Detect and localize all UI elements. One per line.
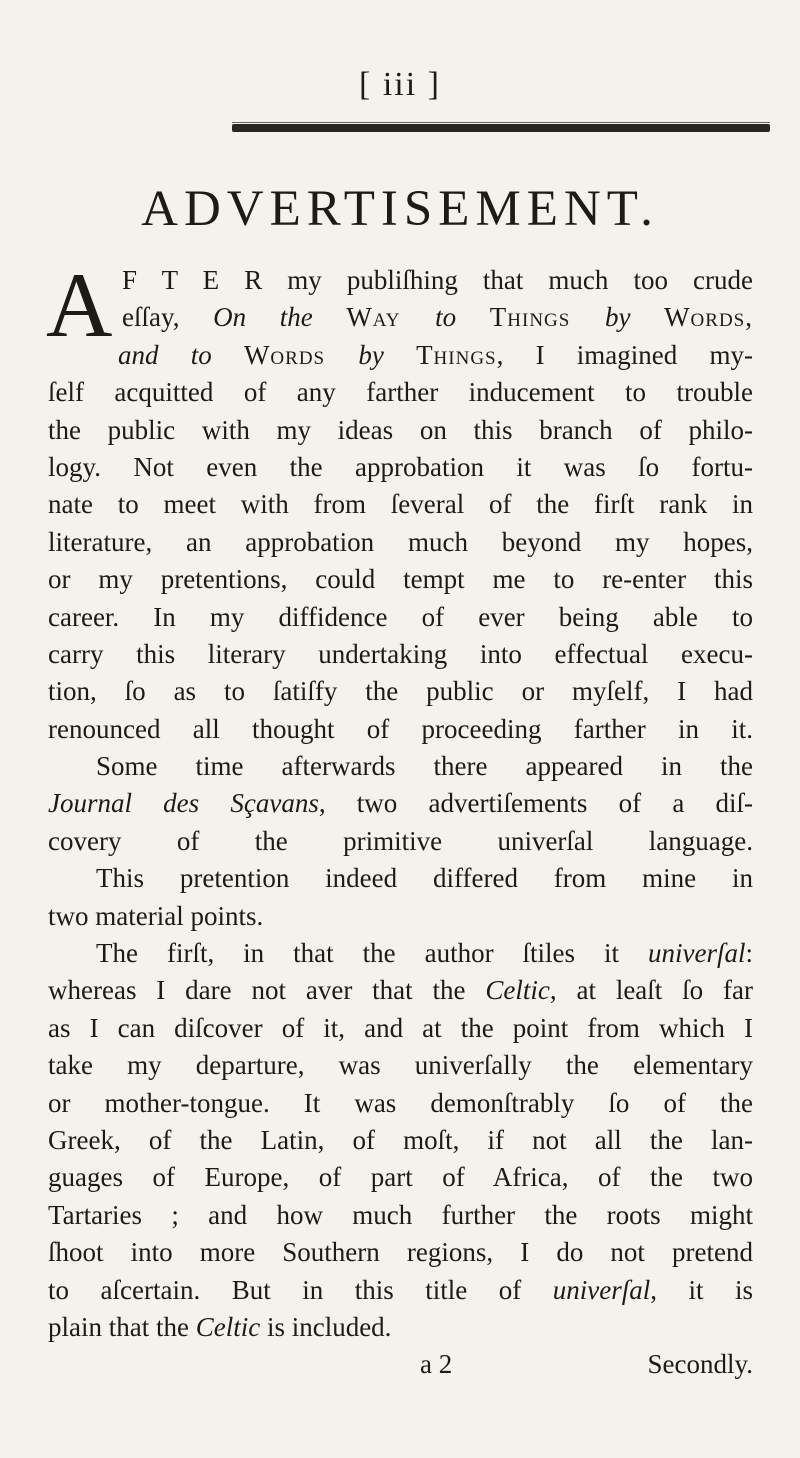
text-run: take my departure, was univerſally the elementary [48,1050,753,1081]
text-run: by [604,302,665,333]
text-line [48,561,753,598]
text-line [48,486,753,523]
text-run: Words [243,339,359,370]
text-line [48,374,753,411]
text-line [48,524,753,561]
text-line [48,599,753,636]
header-rule-thin [232,122,770,123]
text-run: Things [489,302,605,333]
text-run: Some time afterwards there appeared in the [96,751,753,782]
text-run: ſelf acquitted of any farther inducement to trouble [48,377,753,408]
text-run: , it is [650,1274,753,1305]
text-line [48,860,753,897]
text-line [48,898,753,935]
text-line [48,972,753,1009]
text-run: nate to meet with from ſeveral of the firſt rank in [48,489,753,520]
text-run: , I imagined my- [496,339,753,370]
section-heading: ADVERTISEMENT. [141,181,659,237]
text-run: Way [346,302,436,333]
text-run: to aſcertain. But in this title of [48,1274,553,1305]
text-run: univerſal [552,1274,651,1305]
text-run: or mother-tongue. It was demonſtrably ſo of the [48,1087,753,1118]
text-line [48,785,753,822]
text-run: two material points. [48,900,264,931]
text-line [48,1272,753,1309]
page-footer [48,1346,753,1383]
signature-mark: a 2 [420,1349,453,1380]
text-line [48,262,753,299]
text-run: The firſt, in that the author ſtiles it [96,938,648,969]
text-line [48,636,753,673]
text-run: carry this literary undertaking into effectual execu- [48,638,753,669]
text-line [48,748,753,785]
text-line [48,299,753,336]
text-line [48,1122,753,1159]
text-run: is included. [260,1311,392,1342]
text-run: Celtic [195,1311,261,1342]
text-run: Celtic [485,975,550,1006]
text-line [48,1010,753,1047]
text-run: as I can diſcover of it, and at the point from which I [48,1012,753,1043]
text-run: This pretention indeed differed from mine in [96,863,753,894]
text-run: univerſal [648,938,746,969]
text-run: and to [118,339,244,370]
text-line [48,673,753,710]
text-line [48,1085,753,1122]
text-run: , two advertiſements of a diſ- [318,788,753,819]
text-line [48,1159,753,1196]
text-line [48,1234,753,1271]
text-run: , at leaſt ſo far [549,975,753,1006]
text-run: Tartaries ; and how much further the roots might [48,1199,753,1230]
drop-cap: A [46,254,113,356]
text-run: Things [416,339,497,370]
text-line [48,823,753,860]
text-run: the public with my ideas on this branch of philo- [48,414,753,445]
text-run: renounced all thought of proceeding farther in it. [48,713,753,744]
text-run: tion, ſo as to ſatiſfy the public or myſelf, I had [48,676,753,707]
body-text [46,254,753,1384]
text-line [48,1309,753,1346]
text-run: by [358,339,417,370]
text-line [48,711,753,748]
text-line [48,449,753,486]
text-run: eſſay, [122,302,214,333]
text-run: On the [213,302,347,333]
header-rule [232,124,770,132]
text-run: : [745,938,753,969]
text-line [48,337,753,374]
text-run: literature, an approbation much beyond my hopes, [48,526,753,557]
text-run: covery of the primitive univerſal language. [48,825,753,856]
text-line [48,1047,753,1084]
text-run: Greek, of the Latin, of moſt, if not all the lan- [48,1124,753,1155]
text-run: career. In my diffidence of ever being able to [48,601,753,632]
catchword: Secondly. [647,1349,753,1380]
text-run: logy. Not even the approbation it was ſo fortu- [48,451,753,482]
text-run: or my pretentions, could tempt me to re-enter this [48,564,753,595]
text-run: plain that the [48,1311,196,1342]
text-line [48,935,753,972]
text-run: Journal des Sçavans [48,788,319,819]
text-run: ſhoot into more Southern regions, I do not pretend [48,1237,753,1268]
page-number: [ iii ] [359,66,441,103]
text-line [48,1197,753,1234]
text-run: whereas I dare not aver that the [48,975,486,1006]
text-run: to [435,302,490,333]
text-line [48,412,753,449]
text-run: guages of Europe, of part of Africa, of the two [48,1162,753,1193]
text-run: Words, [664,302,753,333]
text-run: F T E R my publiſhing that much too crude [122,265,753,295]
